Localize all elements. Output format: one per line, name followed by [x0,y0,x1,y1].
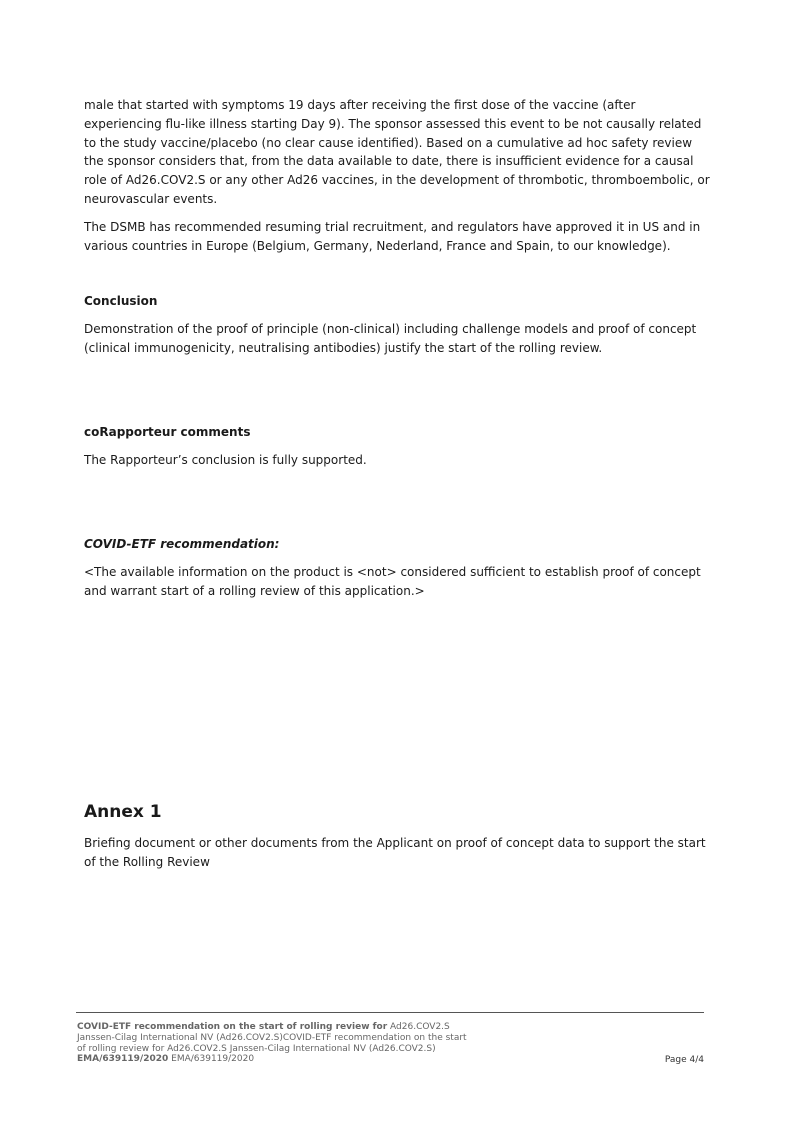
conclusion-heading: Conclusion [84,294,158,308]
footer-line-4 [77,1054,497,1065]
annex-title: Annex 1 [84,802,162,822]
footer-line-1 [77,1022,497,1033]
etf-recommendation-text: <The available information on the product is <not> considered sufficient to establish proof of concept and warrant start of a rolling review of this application.> [84,565,701,598]
etf-recommendation-heading: COVID-ETF recommendation: [84,537,280,551]
footer-reference: EMA/639119/2020 [168,1054,255,1065]
corapporteur-text: The Rapporteur’s conclusion is fully supported. [84,453,367,467]
footer-line-3: of rolling review for Ad26.COV2.S Janssen-Cilag International NV (Ad26.COV2.S) [77,1043,436,1054]
paragraph-safety-review: male that started with symptoms 19 days after receiving the first dose of the vaccine (after experiencing flu-like illness starting Day 9). The sponsor assessed this event to be not causally related to the study vaccine/placebo (no clear cause identified). Based on a cumulative ad hoc safety review the sponsor considers that, from the data available to date, there is insufficient evidence for a causal role of Ad26.COV2.S or any other Ad26 vaccines, in the development of thrombotic, thromboembolic, or neurovascular events. [84,98,710,206]
footer-line-2: Janssen-Cilag International NV (Ad26.COV2.S)COVID-ETF recommendation on the start [77,1032,467,1043]
paragraph-dsmb: The DSMB has recommended resuming trial recruitment, and regulators have approved it in US and in various countries in Europe (Belgium, Germany, Nederland, France and Spain, to our knowledge). [84,220,701,253]
conclusion-text: Demonstration of the proof of principle (non-clinical) including challenge models and proof of concept (clinical immunogenicity, neutralising antibodies) justify the start of the rolling review. [84,322,697,355]
page-number: Page 4/4 [664,1055,704,1065]
footer-reference-bold: EMA/639119/2020 [77,1054,169,1065]
footer-text [77,1022,497,1065]
footer-line-1-bold: COVID-ETF recommendation on the start of rolling review for [77,1022,388,1032]
annex-text: Briefing document or other documents from the Applicant on proof of concept data to support the start of the Rolling Review [84,836,706,869]
corapporteur-heading: coRapporteur comments [84,425,251,439]
footer-divider [76,1012,704,1013]
footer-line-1-rest: Ad26.COV2.S [387,1022,450,1032]
